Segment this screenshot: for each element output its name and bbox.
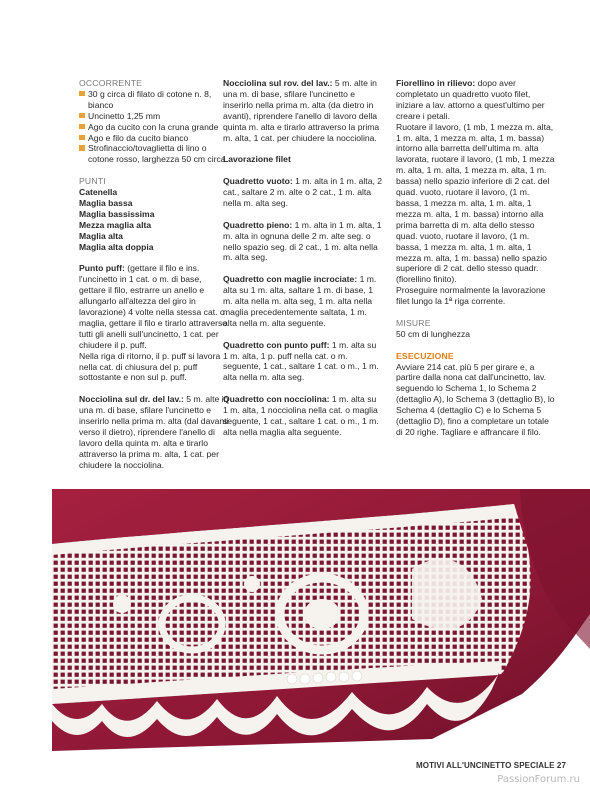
- fiorellino-title: Fiorellino in rilievo:: [396, 78, 476, 88]
- stitch-name: Maglia bassa: [79, 197, 133, 208]
- nocciolina-rovescio-text: 5 m. alte in una m. di base, sfilare l'uncinetto e inserirlo nella prima m. alta (da dietro in avanti), riprendere l'anello di lavoro della quinta m. alta e tirarlo attraverso la prima m. alta, 1 cat. per chiudere la nocciolina.: [223, 78, 380, 143]
- material-item: Uncinetto 1,25 mm: [79, 111, 229, 122]
- material-item: Ago da cucito con la cruna grande: [79, 122, 229, 133]
- punto-puff-paragraph: [79, 263, 229, 350]
- watermark: PassionForum.ru: [497, 774, 580, 785]
- filet-heading: Lavorazione filet: [223, 154, 291, 165]
- quadretto-vuoto-title: Quadretto vuoto:: [223, 176, 293, 187]
- punti-heading: PUNTI: [79, 176, 106, 187]
- nocciolina-rovescio-title: Nocciolina sul rov. del lav.:: [223, 78, 333, 88]
- quadretto-vuoto-paragraph: [223, 176, 383, 209]
- stitch-name: Catenella: [79, 187, 118, 198]
- nocciolina-dritto-title: Nocciolina sul dr. del lav.:: [79, 394, 184, 405]
- lace-photo: [52, 489, 590, 751]
- quadretto-vuoto-text: 1 m. alta in 1 m. alta, 2 cat., saltare 2 m. alte o 2 cat., 1 m. alta nella m. alta seg.: [223, 176, 383, 208]
- quadretto-pieno-title: Quadretto pieno:: [223, 219, 293, 230]
- quadretto-puff-paragraph: [223, 340, 383, 384]
- nocciolina-dritto-text: 5 m. alte in una m. di base, sfilare l'uncinetto e inserirlo nella prima m. alta (dal davanti verso il dietro), riprendere l'anello di lavoro della quinta m. alta e tirarlo attraverso la prima m. alta, 1 cat. per chiudere la nocciolina.: [79, 394, 229, 470]
- fiorellino-text: dopo aver completato un quadretto vuoto filet, iniziare a lav. attorno a quest'ultimo per creare i petali.: [396, 78, 545, 121]
- fiorellino-continue: Proseguire normalmente la lavorazione filet lungo la 1ª riga corrente.: [396, 285, 546, 307]
- stitch-name: Mezza maglia alta: [79, 219, 152, 230]
- quadretto-nocciolina-text: 1 m. alta su 1 m. alta, 1 nocciolina nella cat. o maglia seguente, 1 cat., saltare 1 cat. o m., 1 m. alta nella maglia alta seguente.: [223, 394, 379, 437]
- quadretto-puff-title: Quadretto con punto puff:: [223, 339, 330, 350]
- punto-puff-note: Nella riga di ritorno, il p. puff si lavora nella cat. di chiusura del p. puff sottostante e non sul p. puff.: [79, 350, 221, 383]
- column-3: [396, 78, 556, 438]
- material-item: Ago e filo da cucito bianco: [79, 133, 229, 144]
- quadretto-incrociate-paragraph: [223, 274, 383, 329]
- material-item: Strofinaccio/tovaglietta di lino o cotone rosso, larghezza 50 cm circa: [79, 143, 229, 165]
- misure-heading: MISURE: [396, 317, 431, 328]
- punto-puff-title: Punto puff:: [79, 263, 125, 274]
- nocciolina-dritto-paragraph: [79, 394, 229, 470]
- column-1: [79, 78, 229, 471]
- punto-puff-text: (gettare il filo e ins. l'uncinetto in 1 cat. o m. di base, gettare il filo, estrarre un anello e allungarlo all'altezza del giro in lavorazione) 4 volte nella stessa cat. o maglia, gettare il filo e tirarlo attraverso tutti gli anelli sull'uncinetto, 1 cat. per chiudere il p. puff.: [79, 263, 228, 350]
- nocciolina-rovescio-paragraph: [223, 78, 383, 143]
- occorrente-heading: OCCORRENTE: [79, 78, 143, 88]
- quadretto-nocciolina-title: Quadretto con nocciolina:: [223, 394, 330, 405]
- quadretto-puff-text: 1 m. alta su 1 m. alta, 1 p. puff nella cat. o m. seguente, 1 cat., saltare 1 cat. o m., 1 m. alta nella m. alta seg.: [223, 339, 379, 383]
- quadretto-pieno-text: 1 m. alta in 1 m. alta, 1 m. alta in ognuna delle 2 m. alte seg. o nello spazio seg. di 2 cat., 1 m. alta nella m. alta seg.: [223, 219, 382, 263]
- stitch-name: Maglia alta: [79, 230, 123, 241]
- fiorellino-paragraph: [396, 78, 556, 122]
- esecuzione-text: Avviare 214 cat. più 5 per girare e, a partire dalla nona cat dall'uncinetto, lav. seguendo lo Schema 1, lo Schema 2 (dettaglio A), lo Schema 3 (dettaglio B), lo Schema 4 (dettaglio C) e lo Schema 5 (dettaglio D), fino a completare un totale di 20 righe. Tagliare e affrancare il filo.: [396, 361, 555, 437]
- quadretto-incrociate-title: Quadretto con maglie incrociate:: [223, 274, 358, 285]
- quadretto-incrociate-text: 1 m. alta su 1 m. alta, saltare 1 m. di base, 1 m. alta nella m. alta seg, 1 m. alta nella maglia precedentemente saltata, 1 m. alta nella m. alta seguente.: [223, 274, 377, 328]
- lace-photo-illustration: [52, 489, 590, 751]
- quadretto-pieno-paragraph: [223, 220, 383, 264]
- footer-magazine-title: MOTIVI ALL'UNCINETTO SPECIALE: [415, 761, 557, 770]
- quadretto-nocciolina-paragraph: [223, 394, 383, 438]
- page-footer: [416, 761, 566, 770]
- material-item: 30 g circa di filato di cotone n. 8, bianco: [79, 89, 229, 111]
- fiorellino-instructions: Ruotare il lavoro, (1 mb, 1 mezza m. alta, 1 m. alta, 1 mezza m. alta, 1 m. bassa) intorno alla barretta dell'ultima m. alta lavorata, ruotare il lavoro, (1 mb, 1 mezza m. alta, 1 m. alta, 1 mezza m. alta, 1 m. bassa) nello spazio inferiore di 2 cat. del quad. vuoto, ruotare il lavoro, (1 m. bassa, 1 mezza m. alta, 1 m. alta, 1 mezza m. alta, 1 m. bassa) intorno alla prima barretta di m. alta dello stesso quad. vuoto, ruotare il lavoro, (1 m. bassa, 1 mezza m. alta, 1 m. alta, 1 mezza m. alta, 1 m. bassa) nello spazio superiore di 2 cat. dello stesso quadr. (fiorellino finito).: [396, 121, 555, 285]
- materials-list: [79, 89, 229, 165]
- misure-text: 50 cm di lunghezza: [396, 328, 471, 339]
- stitch-name: Maglia alta doppia: [79, 241, 154, 252]
- page-number: 27: [556, 761, 566, 770]
- stitch-name: Maglia bassissima: [79, 208, 155, 219]
- esecuzione-heading: ESECUZIONE: [396, 350, 454, 361]
- column-2: [223, 78, 383, 438]
